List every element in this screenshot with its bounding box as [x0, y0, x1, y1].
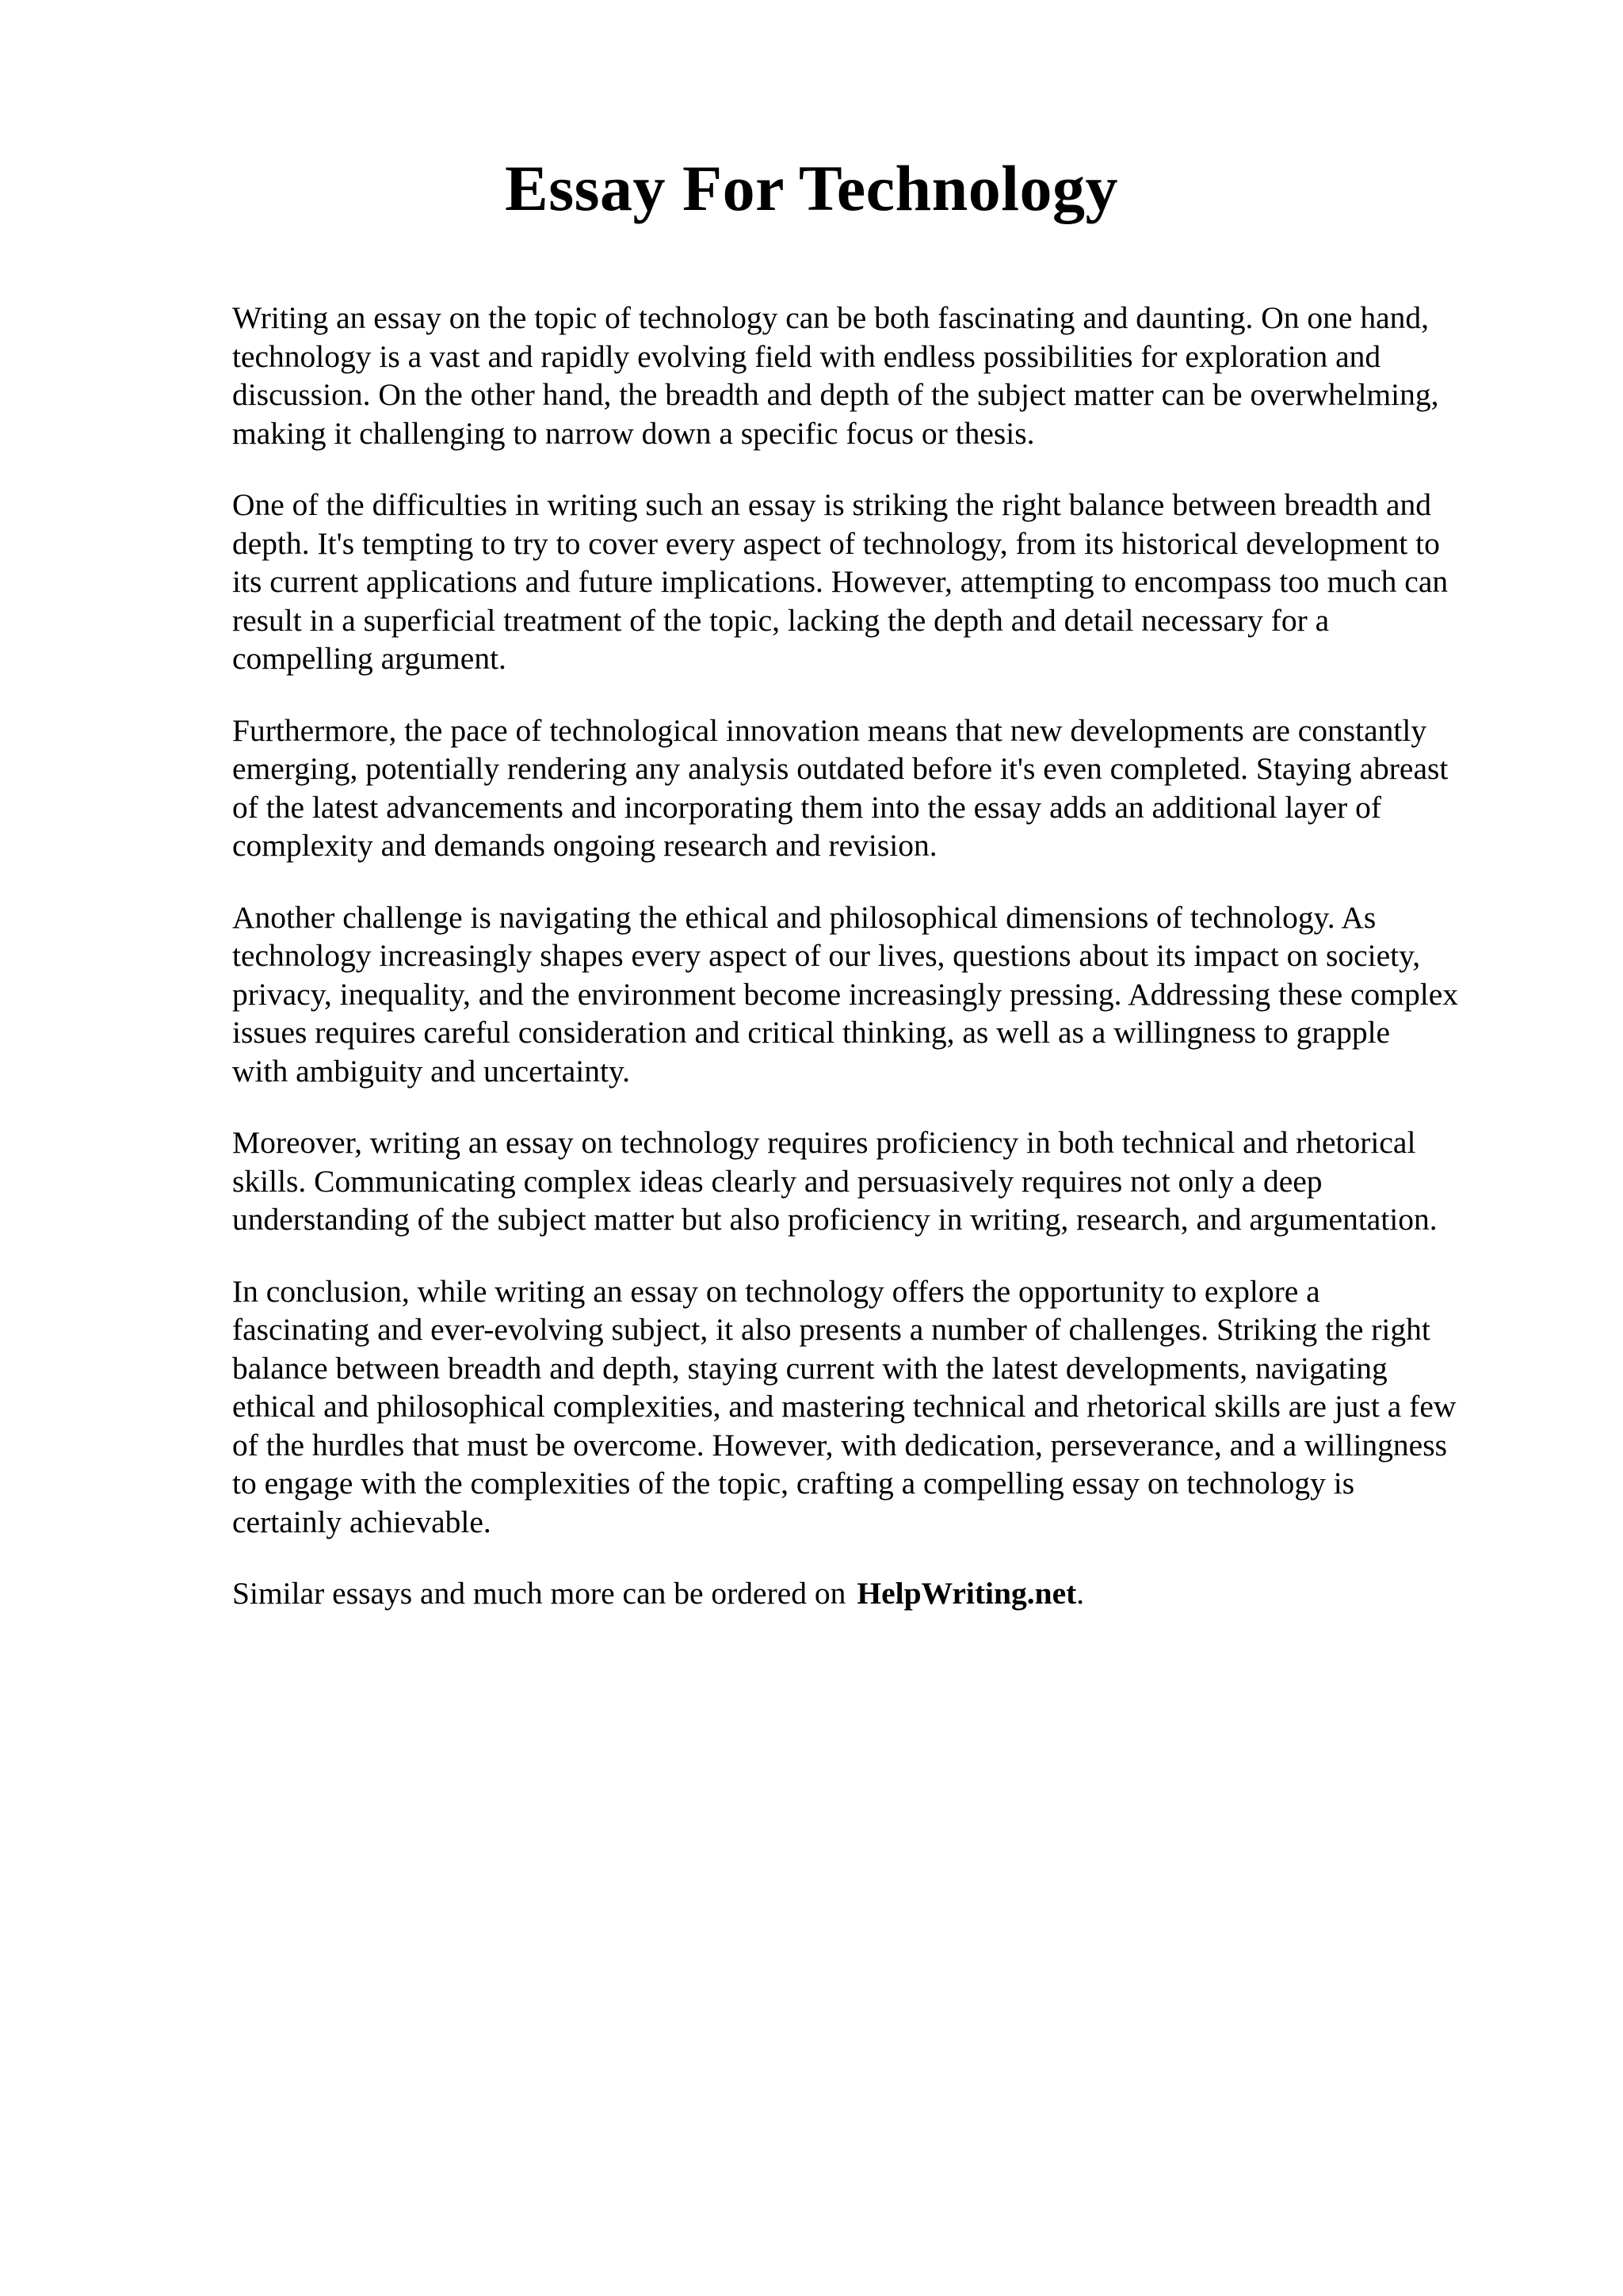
paragraph-line: In conclusion, while writing an essay on technology offers the opportunity to explore a: [232, 1273, 1320, 1309]
paragraph-line: making it challenging to narrow down a specific focus or thesis.: [232, 415, 1035, 451]
paragraph-line: balance between breadth and depth, staying current with the latest developments, navigating: [232, 1350, 1388, 1386]
paragraph-line: complexity and demands ongoing research and revision.: [232, 828, 938, 863]
paragraph-line: to engage with the complexities of the topic, crafting a compelling essay on technology is: [232, 1466, 1355, 1501]
paragraph-line: discussion. On the other hand, the breadth and depth of the subject matter can be overwhelming,: [232, 377, 1439, 412]
paragraph-line: technology increasingly shapes every aspect of our lives, questions about its impact on society,: [232, 938, 1421, 973]
paragraph-6: [232, 1272, 1548, 1542]
paragraph-line: ethical and philosophical complexities, and mastering technical and rhetorical skills are just a few: [232, 1389, 1457, 1424]
footer-note: [232, 1574, 1548, 1613]
helpwriting-link[interactable]: HelpWriting.net: [857, 1576, 1077, 1611]
paragraph-line: its current applications and future implications. However, attempting to encompass too much can: [232, 564, 1449, 599]
paragraph-line: Moreover, writing an essay on technology requires proficiency in both technical and rhetorical: [232, 1125, 1416, 1160]
paragraph-line: result in a superficial treatment of the topic, lacking the depth and detail necessary for a: [232, 602, 1330, 638]
paragraph-line: Writing an essay on the topic of technology can be both fascinating and daunting. On one hand,: [232, 300, 1429, 335]
paragraph-line: technology is a vast and rapidly evolving field with endless possibilities for exploration and: [232, 338, 1381, 374]
paragraph-line: Another challenge is navigating the ethical and philosophical dimensions of technology. As: [232, 899, 1377, 935]
paragraph-line: emerging, potentially rendering any analysis outdated before it's even completed. Staying abreast: [232, 751, 1449, 786]
paragraph-3: [232, 711, 1548, 865]
paragraph-line: issues requires careful consideration and critical thinking, as well as a willingness to grapple: [232, 1015, 1391, 1050]
footer-prefix: Similar essays and much more can be ordered on: [232, 1576, 846, 1611]
paragraph-line: understanding of the subject matter but also proficiency in writing, research, and argumentation.: [232, 1202, 1438, 1237]
paragraph-line: fascinating and ever-evolving subject, it also presents a number of challenges. Striking the right: [232, 1312, 1430, 1347]
paragraph-line: certainly achievable.: [232, 1504, 491, 1539]
paragraph-line: compelling argument.: [232, 641, 506, 676]
paragraph-line: of the hurdles that must be overcome. However, with dedication, perseverance, and a willingness: [232, 1427, 1447, 1463]
paragraph-1: [232, 299, 1548, 452]
page-title: Essay For Technology: [505, 152, 1118, 224]
paragraph-line: with ambiguity and uncertainty.: [232, 1053, 631, 1089]
essay-body: [232, 299, 1548, 1646]
paragraph-line: One of the difficulties in writing such an essay is striking the right balance between breadth and: [232, 487, 1432, 522]
paragraph-line: depth. It's tempting to try to cover every aspect of technology, from its historical development to: [232, 525, 1440, 561]
paragraph-5: [232, 1123, 1548, 1239]
paragraph-line: of the latest advancements and incorporating them into the essay adds an additional layer of: [232, 789, 1382, 825]
paragraph-line: privacy, inequality, and the environment become increasingly pressing. Addressing these complex: [232, 976, 1459, 1012]
paragraph-line: skills. Communicating complex ideas clearly and persuasively requires not only a deep: [232, 1163, 1323, 1199]
footer-suffix: .: [1076, 1576, 1085, 1611]
paragraph-4: [232, 898, 1548, 1091]
paragraph-2: [232, 486, 1548, 678]
paragraph-line: Furthermore, the pace of technological innovation means that new developments are constantly: [232, 712, 1427, 748]
